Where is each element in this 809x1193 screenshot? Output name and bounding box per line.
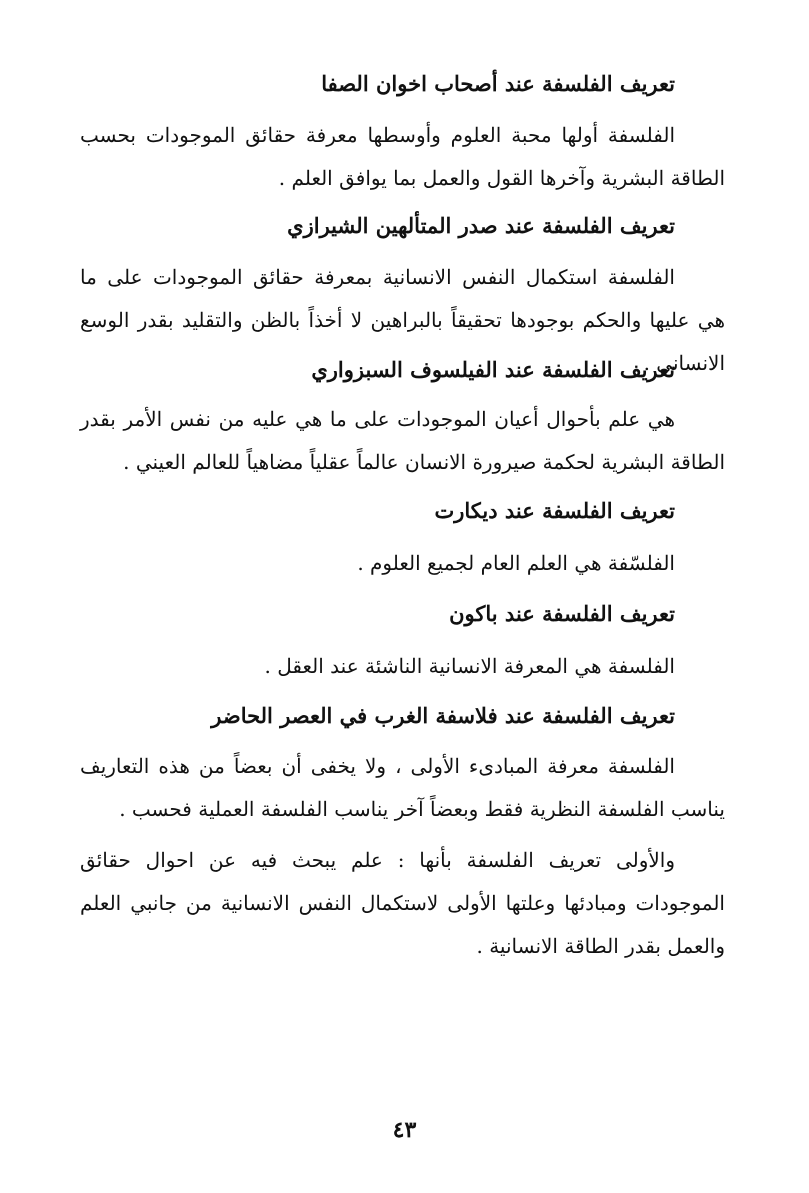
section-paragraph-sabzawari: هي علم بأحوال أعيان الموجودات على ما هي عليه من نفس الأمر بقدر الطاقة البشرية لحكمة صيرورة الانسان عالماً عقلياً مضاهياً للعالم العيني . [80, 407, 725, 474]
section-paragraph-bacon: الفلسفة هي المعرفة الانسانية الناشئة عند العقل . [264, 654, 675, 678]
section-heading-western-philosophers: تعريف الفلسفة عند فلاسفة الغرب في العصر الحاضر [211, 703, 675, 728]
section-paragraph-sadr-al-mutaallihin: الفلسفة استكمال النفس الانسانية بمعرفة حقائق الموجودات على ما هي عليها والحكم بوجودها تحقيقاً بالبراهين لا أخذاً بالظن والتقليد بقدر الوسع الانساني . [80, 265, 725, 375]
page-number: ٤٣ [392, 1117, 417, 1143]
section-heading-bacon: تعريف الفلسفة عند باكون [449, 601, 675, 626]
section-heading-ikhwan-al-safa: تعريف الفلسفة عند أصحاب اخوان الصفا [321, 71, 675, 96]
section-heading-descartes: تعريف الفلسفة عند ديكارت [434, 498, 675, 523]
section-heading-sadr-al-mutaallihin: تعريف الفلسفة عند صدر المتألهين الشيرازي [287, 213, 675, 238]
section-paragraph-ikhwan-al-safa: الفلسفة أولها محبة العلوم وأوسطها معرفة حقائق الموجودات بحسب الطاقة البشرية وآخرها القول والعمل بما يوافق العلم . [80, 123, 725, 190]
section-paragraph-western-philosophers: الفلسفة معرفة المبادىء الأولى ، ولا يخفى أن بعضاً من هذه التعاريف يناسب الفلسفة النظرية فقط وبعضاً آخر يناسب الفلسفة العملية فحسب . [80, 754, 725, 821]
section-paragraph-descartes: الفلسّفة هي العلم العام لجميع العلوم . [357, 551, 675, 575]
section-heading-sabzawari: تعريف الفلسفة عند الفيلسوف السبزواري [311, 357, 675, 382]
closing-paragraph: والأولى تعريف الفلسفة بأنها : علم يبحث فيه عن احوال حقائق الموجودات ومبادئها وعلتها الأولى لاستكمال النفس الانسانية من جانبي العلم والعمل بقدر الطاقة الانسانية . [80, 848, 725, 958]
